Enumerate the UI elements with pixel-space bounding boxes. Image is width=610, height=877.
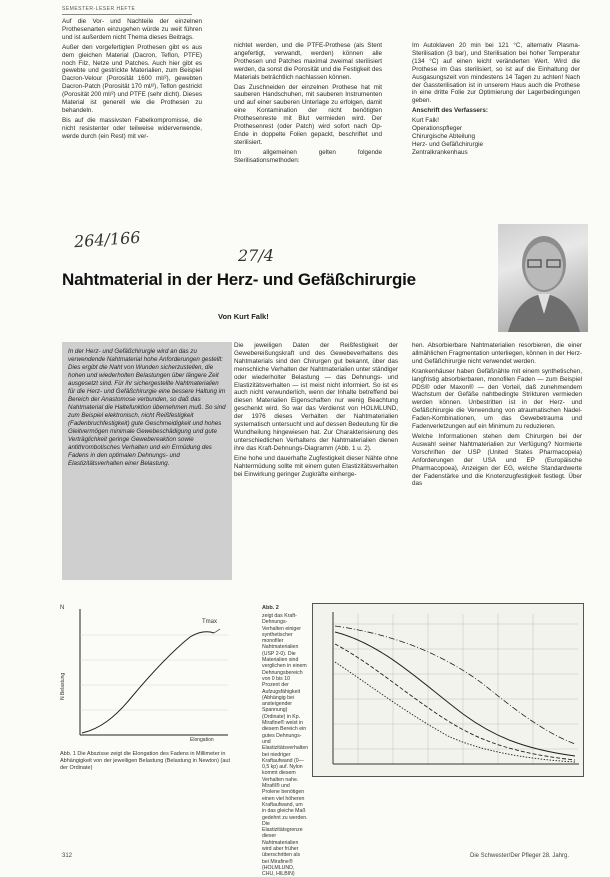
paragraph: Auf die Vor- und Nachteile der einzelnen Prothesenarten einzugehen würde zu weit führen und ist außerdem nicht Thema dieses Beitrags. xyxy=(62,18,202,41)
address-line: Herz- und Gefäßchirurgie xyxy=(412,140,484,148)
page-number: 312 xyxy=(62,853,73,859)
figure-2 xyxy=(312,603,584,777)
mid-column-3 xyxy=(412,342,582,490)
paragraph: Die jeweiligen Daten der Reißfestigkeit der Gewebereißungskraft und des Gewebeverhaltens des Nahtmaterials sind den Chirurgen gut bekannt, über das menschliche Verhalten der Nahtmaterialien unter ständiger oder wiederholter Belastung — das Dehnungs- und Elastizitätsverhalten — ist meist nicht informiert. So ist es auch nicht verwunderlich, wenn der Inhalte betreffend bei diesen Materialien Eigenschaften nur wenig Beachtung geschenkt wird. So war das Verdienst von HOLMLUND, der 1976 dieses Verhalten der Nahtmaterialien systematisch untersucht und auf dessen Bedeutung für die Wundheilung hingewiesen hat. Zur Charakterisierung des unterschiedlichen Verhaltens der Nahtmaterialien dienen ihre das Kraft-Dehnungs-Diagramm (Abb. 1 u. 2). xyxy=(234,342,398,452)
figure-1-plot xyxy=(60,605,232,745)
paragraph: nichtet werden, und die PTFE-Prothese (als Stent angefertigt, verwandt, werden) können alle Prothesen und Patches maximal zweimal sterilisiert werden, da sonst die Porosität und die Festigkeit des Materials beträchtlich nachlassen können. xyxy=(234,42,382,81)
address-line: Operationspfleger xyxy=(412,125,463,133)
top-column-1 xyxy=(62,18,202,143)
address-line: Zentralkrankenhaus xyxy=(412,148,468,156)
figure-2-caption: zeigt das Kraft-Dehnungs-Verhalten einiger synthetischer monofiler Nahtmaterialien (USP 2-0). Die Materialien sind verglichen in einem Dehnungsbereich von 0 bis 10 Prozent der Aufzugsfähigkeit (Abhängig bei ansteigender Spannung) (Ordinate) in Kp. Mirafine® weist in diesem Bereich ein gutes Dehnungs- und Elastizitätsverhalten bei niedriger Kraftaufwand (0—0,5 kp) auf. Nylon kommt diesem Verhalten nahe. Mirafil® und Prolene benötigen einen viel höheren Kraftaufwand, um in das gleiche Maß gedehnt zu werden. Die Elastizitätsgrenze dieser Nahtmaterialien wird aber früher überschritten als bei Mirafine® (HOLMLUND, CHU, HILBIN) xyxy=(262,613,309,877)
author-portrait xyxy=(498,224,588,332)
abstract-box: In der Herz- und Gefäßchirurgie wird an das zu verwendende Nahtmaterial hohe Anforderungen gestellt: Dies ergibt die Naht von Wunden sicherzustellen, die hohen und wiederholten Belastungen über längere Zeit ausgesetzt sind. Für ihr sichergestellte Nahtmaterialien für die Herz- und Gefäßchirurgie eine bessere Haltung im Bereich der Anastomose verbunden, so daß das Nahtmaterial die Haltefunktion übernehmen muß. So sind zum Beispiel elektronisch, nicht Reißfestigkeit (Fadenbruchfestigkeit) gute Geschmeidigkeit und hohes Gleitvermögen minimale Gewebeschädigung und gute Verträglichkeit geringe Gewebereaktion sowie antithrombotisches Verhalten und ein Ermüdung des Fadens in den optimalen Dehnungs- und Elastizitätsverhalten einer Belastung. xyxy=(62,342,232,580)
mid-column-2 xyxy=(234,342,398,480)
figure-1 xyxy=(60,605,232,783)
figure-1-caption: Abb. 1 Die Abszisse zeigt die Elongation des Fadens in Millimeter in Abhängigkeit von der jeweiligen Belastung (Belastung in Newton) (aut der Ordinate) xyxy=(60,751,230,771)
paragraph: Im allgemeinen gelten folgende Sterilisationsmethoden: xyxy=(234,148,382,164)
paragraph: Im Autoklaven 20 min bei 121 °C, alternativ Plasma-Sterilisation (3 bar), und Sterilisation bei hoher Temperatur (134 °C) auf einen leicht veränderten Wert. Wird die Prothese im Gas sterilisiert, so ist auf die Einhaltung der Ausgasungszeit von mindestens 14 Tagen zu achten! Nach der Gassterilisation ist in unserem Haus auch die Prothese in eine dritte Folie zur Optimierung der Lagerbedingungen geben. xyxy=(412,42,580,105)
paragraph: Welche Informationen stehen dem Chirurgen bei der Auswahl seiner Nahtmaterialien zur Verfügung? Normierte Vorschriften der USP (United States Pharmacopeia) Anforderungen der USA und EP (Europäische Pharmacopoea), Anzeigen der EG, welche Standardwerte der Fadenstärke und die Knotenzugfestigkeit festlegt. Über das xyxy=(412,432,582,488)
paragraph: Krankenhäuser haben Gefäßnähte mit einem synthetischen, langfristig absorbierbaren, monofilen Faden — zum Beispiel PDS® oder Maxon® — den Vorteil, daß zunehmendem Wachstum der Gefäße nahtbedingte Strikturen vermieden werden können. Unbestritten ist in der Herz- und Gefäßchirurgie die Verwendung von atraumatischen Nadel-Faden-Kombinationen, um das Gewebetrauma und Fadenverletzungen auf ein Minimum zu reduzieren. xyxy=(412,367,582,431)
article-title: Nahtmaterial in der Herz- und Gefäßchirurgie xyxy=(62,270,416,289)
journal-name: Die Schwester/Der Pfleger 28. Jahrg. xyxy=(470,853,570,859)
address-line: Kurt Falk! xyxy=(412,117,439,125)
top-column-2 xyxy=(234,42,382,167)
figure-1-x-label: Elongation xyxy=(190,737,214,743)
figure-1-top-tick: N xyxy=(60,605,65,611)
address-heading: Anschrift des Verfassers: xyxy=(412,107,488,115)
paragraph: Das Zuschneiden der einzelnen Prothese hat mit sauberen Handschuhen, mit sauberen Instrumenten und auf einer sauberen Unterlage zu erfolgen, damit eine Kontamination der nicht benötigten Prothesenreste mit Blut vermieden wird. Der Prothesenrest (oder Patch) wird sofort nach Op-Ende in doppelte Folien gepackt, beschriftet und sterilisiert. xyxy=(234,83,382,146)
header-strip: SEMESTER-LESER HEFTE xyxy=(62,6,136,12)
figure-2-plot xyxy=(313,604,583,776)
paragraph: Außer den vorgefertigten Prothesen gibt es aus dem gleichen Material (Dacron, Teflon, PTFE) noch Filz, Netze und Patches. Auch hier gibt es gewebte und gestrickte Materialien, zum Beispiel Dacron-Velour (Porosität 1600 ml/²), gewebten Dacron-Patch (Porosität 170 ml/²), Teflon gestrickt (Porosität 200 ml/²) und PTFE (sehr dicht). Dieses Material ist generell wie die Prothesen zu behandeln. xyxy=(62,43,202,114)
handwritten-note-right: 27/4 xyxy=(238,246,274,265)
paragraph: hen. Absorbierbare Nahtmaterialien resorbieren, die einer allmählichen Fragmentation unterliegen, können in der Herz- und Gefäßchirurgie nicht verwendet werden. xyxy=(412,342,582,365)
figure-2-caption-title: Abb. 2 xyxy=(262,605,279,611)
paragraph: Eine hohe und dauerhafte Zugfestigkeit dieser Nähte ohne Nahtermüdung sollte mit einem guten Elastizitätsverhalten bei Einwirkung geringer Zugkräfte einherge- xyxy=(234,454,398,478)
address-line: Chirurgische Abteilung xyxy=(412,132,476,140)
figure-1-tmax-label: Tmax xyxy=(202,619,217,625)
top-column-3 xyxy=(412,42,580,157)
article-author: Von Kurt Falk! xyxy=(218,312,269,321)
figure-1-y-label: N Belastung xyxy=(60,672,67,701)
handwritten-note-left: 264/166 xyxy=(73,227,142,252)
header-rule xyxy=(62,14,192,15)
paragraph: Bis auf die massivsten Fabelkompromisse, die nicht resistenter oder teilweise widerverwende, werde durch (ein Rest) mit ver- xyxy=(62,116,202,140)
portrait-image xyxy=(498,224,588,332)
